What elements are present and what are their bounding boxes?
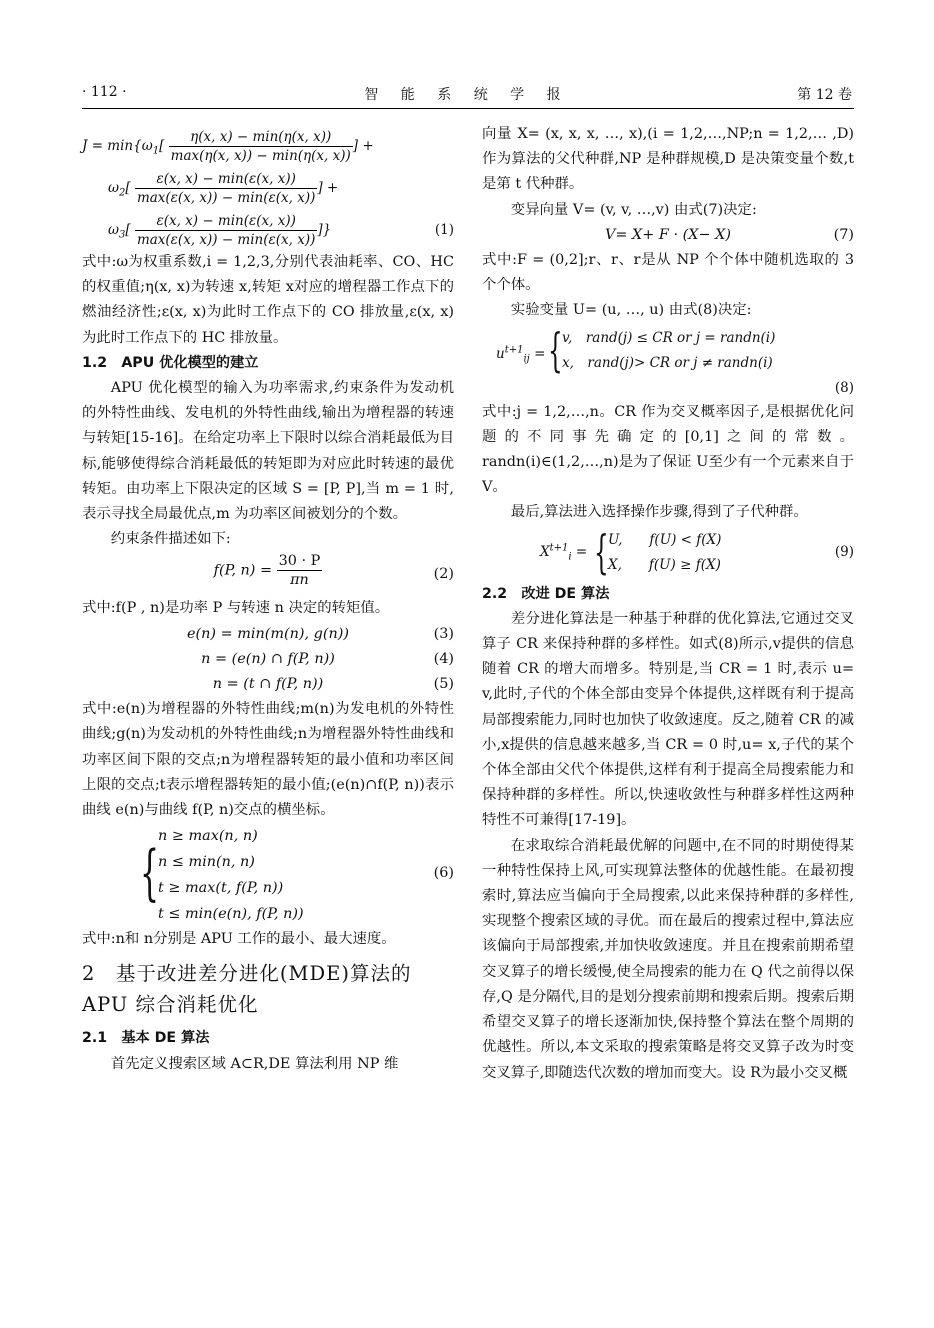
- section-2-heading: 2 基于改进差分进化(MDE)算法的 APU 综合消耗优化: [82, 962, 412, 1017]
- paragraph-eq1-explain: 式中:ω为权重系数,i = 1,2,3,分别代表油耗率、CO、HC 的权重值;η(x, x)为转速 x,转矩 x对应的增程器工作点下的燃油经济性;ε(x, x)为此时工作点下的 CO 排放量,ε(x, x)为此时工作点下的 HC 排放量。: [82, 254, 454, 346]
- header-rule: [82, 108, 854, 109]
- equation-3: e(n) = min(m(n), g(n)) (3): [187, 625, 454, 642]
- journal-title: 智 能 系 统 学 报: [364, 87, 570, 103]
- paragraph-eq8-explain: 式中:j = 1,2,…,n。CR 作为交叉概率因子,是根据优化问题的不同事先确定的[0,1]之间的常数。randn(i)∈(1,2,…,n)是为了保证 U至少有一个元素来自于 V。: [482, 403, 854, 496]
- paragraph-improved-de: 差分进化算法是一种基于种群的优化算法,它通过交叉算子 CR 来保持种群的多样性。如式(8)所示,v提供的信息随着 CR 的增大而增多。特别是,当 CR = 1 时,表示 u= v,此时,子代的个体全部由变异个体提供,这样既有利于提高局部搜索能力,同时也加快了收敛速度。反之,随着 CR 的减小,x提供的信息越来越多,当 CR = 0 时,u= x,子代的某个个体全部由父代个体提供,这样有利于提高全局搜索能力和保持种群的多样性。所以,快速收敛性与种群多样性这两种特性不可兼得[17-19]。: [482, 610, 854, 829]
- right-column: [482, 122, 854, 1086]
- paragraph-eq6-explain: 式中:n和 n分别是 APU 工作的最小、最大速度。: [82, 931, 396, 948]
- equation-1: $J = \min\{\omega_1$[ $\frac{\eta(x, x) - \min(\eta(x, x))}{\max(\eta(x, x)) - \min(\eta(x, x))}$ ] + $\omega_2$[ $\frac{\varepsilon(x, x) - \min(\varepsilon(x, x))}{\max(\varepsilon(x, x)) - \min(\varepsilon(x, x))}$ ] + $\omega_3$[ $\frac{\varepsilon(x, x) - \min(\varepsilon(x, x))}{\max(\varepsilon(x, x)) - \min(\varepsilon(x, x))}$ ]} (1): [82, 129, 454, 248]
- section-2-1-heading: 2.1 基本 DE 算法: [82, 1030, 210, 1047]
- paragraph-eq5-explain: 式中:e(n)为增程器的外特性曲线;m(n)为发电机的外特性曲线;g(n)为发动机的外特性曲线;n为增程器外特性曲线和功率区间下限的交点;n为增程器转矩的最小值和功率区间上限的交点;t表示增程器转矩的最小值;(e(n)∩f(P, n))表示曲线 e(n)与曲线 f(P, n)交点的横坐标。: [82, 701, 454, 819]
- volume-label: 第 12 卷: [797, 87, 852, 103]
- eq1-frac-3: $\frac{\varepsilon(x, x) - \min(\varepsilon(x, x))}{\max(\varepsilon(x, x)) - \min(\varepsilon(x, x))}$: [136, 213, 316, 248]
- eq1-number: (1): [434, 222, 454, 238]
- equation-7: V= X+ F · (X− X) (7): [605, 226, 854, 243]
- equation-9: $X^{t+1}_i$ = { U, f(U) < f(X) X, f(U) ≥ f(X) (9): [540, 524, 854, 579]
- paragraph-basic-de: 首先定义搜索区域 A⊂R,DE 算法利用 NP 维: [110, 1055, 399, 1072]
- section-1-2-heading: 1.2 APU 优化模型的建立: [82, 354, 259, 371]
- eq1-lead: J = min{ω: [82, 138, 153, 154]
- paragraph-eq7-explain: 式中:F = (0,2];r、r、r是从 NP 个个体中随机选取的 3 个个体。: [482, 252, 854, 294]
- paragraph-trial-vector: 实验变量 U= (u, …, u) 由式(8)决定:: [510, 302, 752, 319]
- equation-6: { n ≥ max(n, n) n ≤ min(n, n) t ≥ max(t, f(P, n)) t ≤ min(e(n), f(P, n)) (6): [140, 828, 454, 923]
- equation-8: $u^{t+1}_{ij}$ = { v, rand(j) ≤ CR or j = randn(i) x, rand(j)> CR or j ≠ randn(i) (8): [496, 322, 854, 396]
- paragraph-parent-population: 向量 X= (x, x, x, …, x),(i = 1,2,…,NP;n = 1,2,… ,D)作为算法的父代种群,NP 是种群规模,D 是决策变量个数,t 是第 t 代种群。: [482, 126, 854, 193]
- paragraph-eq2-explain: 式中:f(P , n)是功率 P 与转速 n 决定的转矩值。: [82, 600, 390, 617]
- page-header: [82, 84, 852, 106]
- paragraph-selection: 最后,算法进入选择操作步骤,得到了子代种群。: [510, 504, 808, 521]
- left-column: [82, 122, 454, 1077]
- paragraph-apu-model: APU 优化模型的输入为功率需求,约束条件为发动机的外特性曲线、发电机的外特性曲线,输出为增程器的转速与转矩[15-16]。在给定功率上下限时以综合消耗最低为目标,能够使得综合消耗最低的转矩即为对应此时转速的最优转矩。由功率上下限决定的区域 S = [P, P],当 m = 1 时,表示寻找全局最优点,m 为功率区间被划分的个数。: [82, 380, 454, 523]
- equation-2: f(P, n) = $\frac{30 \cdot P}{\pi n}$ (2): [213, 553, 454, 589]
- eq1-frac-1: $\frac{\eta(x, x) - \min(\eta(x, x))}{\max(\eta(x, x)) - \min(\eta(x, x))}$: [170, 129, 351, 164]
- eq1-frac-2: $\frac{\varepsilon(x, x) - \min(\varepsilon(x, x))}{\max(\varepsilon(x, x)) - \min(\varepsilon(x, x))}$: [136, 171, 316, 206]
- equation-4: n = (e(n) ∩ f(P, n)) (4): [201, 650, 454, 667]
- paragraph-constraints-intro: 约束条件描述如下:: [110, 531, 231, 548]
- page-number: · 112 ·: [82, 84, 127, 100]
- section-2-2-heading: 2.2 改进 DE 算法: [482, 585, 610, 602]
- equation-5: n = (t ∩ f(P, n)) (5): [212, 676, 454, 693]
- paragraph-search-strategy: 在求取综合消耗最优解的问题中,在不同的时期使得某一种特性保持上风,可实现算法整体的优越性能。在最初搜索时,算法应当偏向于全局搜索,以此来保持种群的多样性,实现整个搜索区域的寻优。而在最后的搜索过程中,算法应该偏向于局部搜索,并加快收敛速度。并且在搜索前期希望交叉算子的增长缓慢,使全局搜索的能力在 Q 代之前得以保存,Q 是分隔代,目的是划分搜索前期和搜索后期。搜索后期希望交叉算子的增长逐渐加快,保持整个算法在整个周期的优越性。所以,本文采取的搜索策略是将交叉算子改为时变交叉算子,即随迭代次数的增加而变大。设 R为最小交叉概: [482, 837, 854, 1081]
- paragraph-mutation-vector: 变异向量 V= (v, v, …,v) 由式(7)决定:: [510, 201, 757, 218]
